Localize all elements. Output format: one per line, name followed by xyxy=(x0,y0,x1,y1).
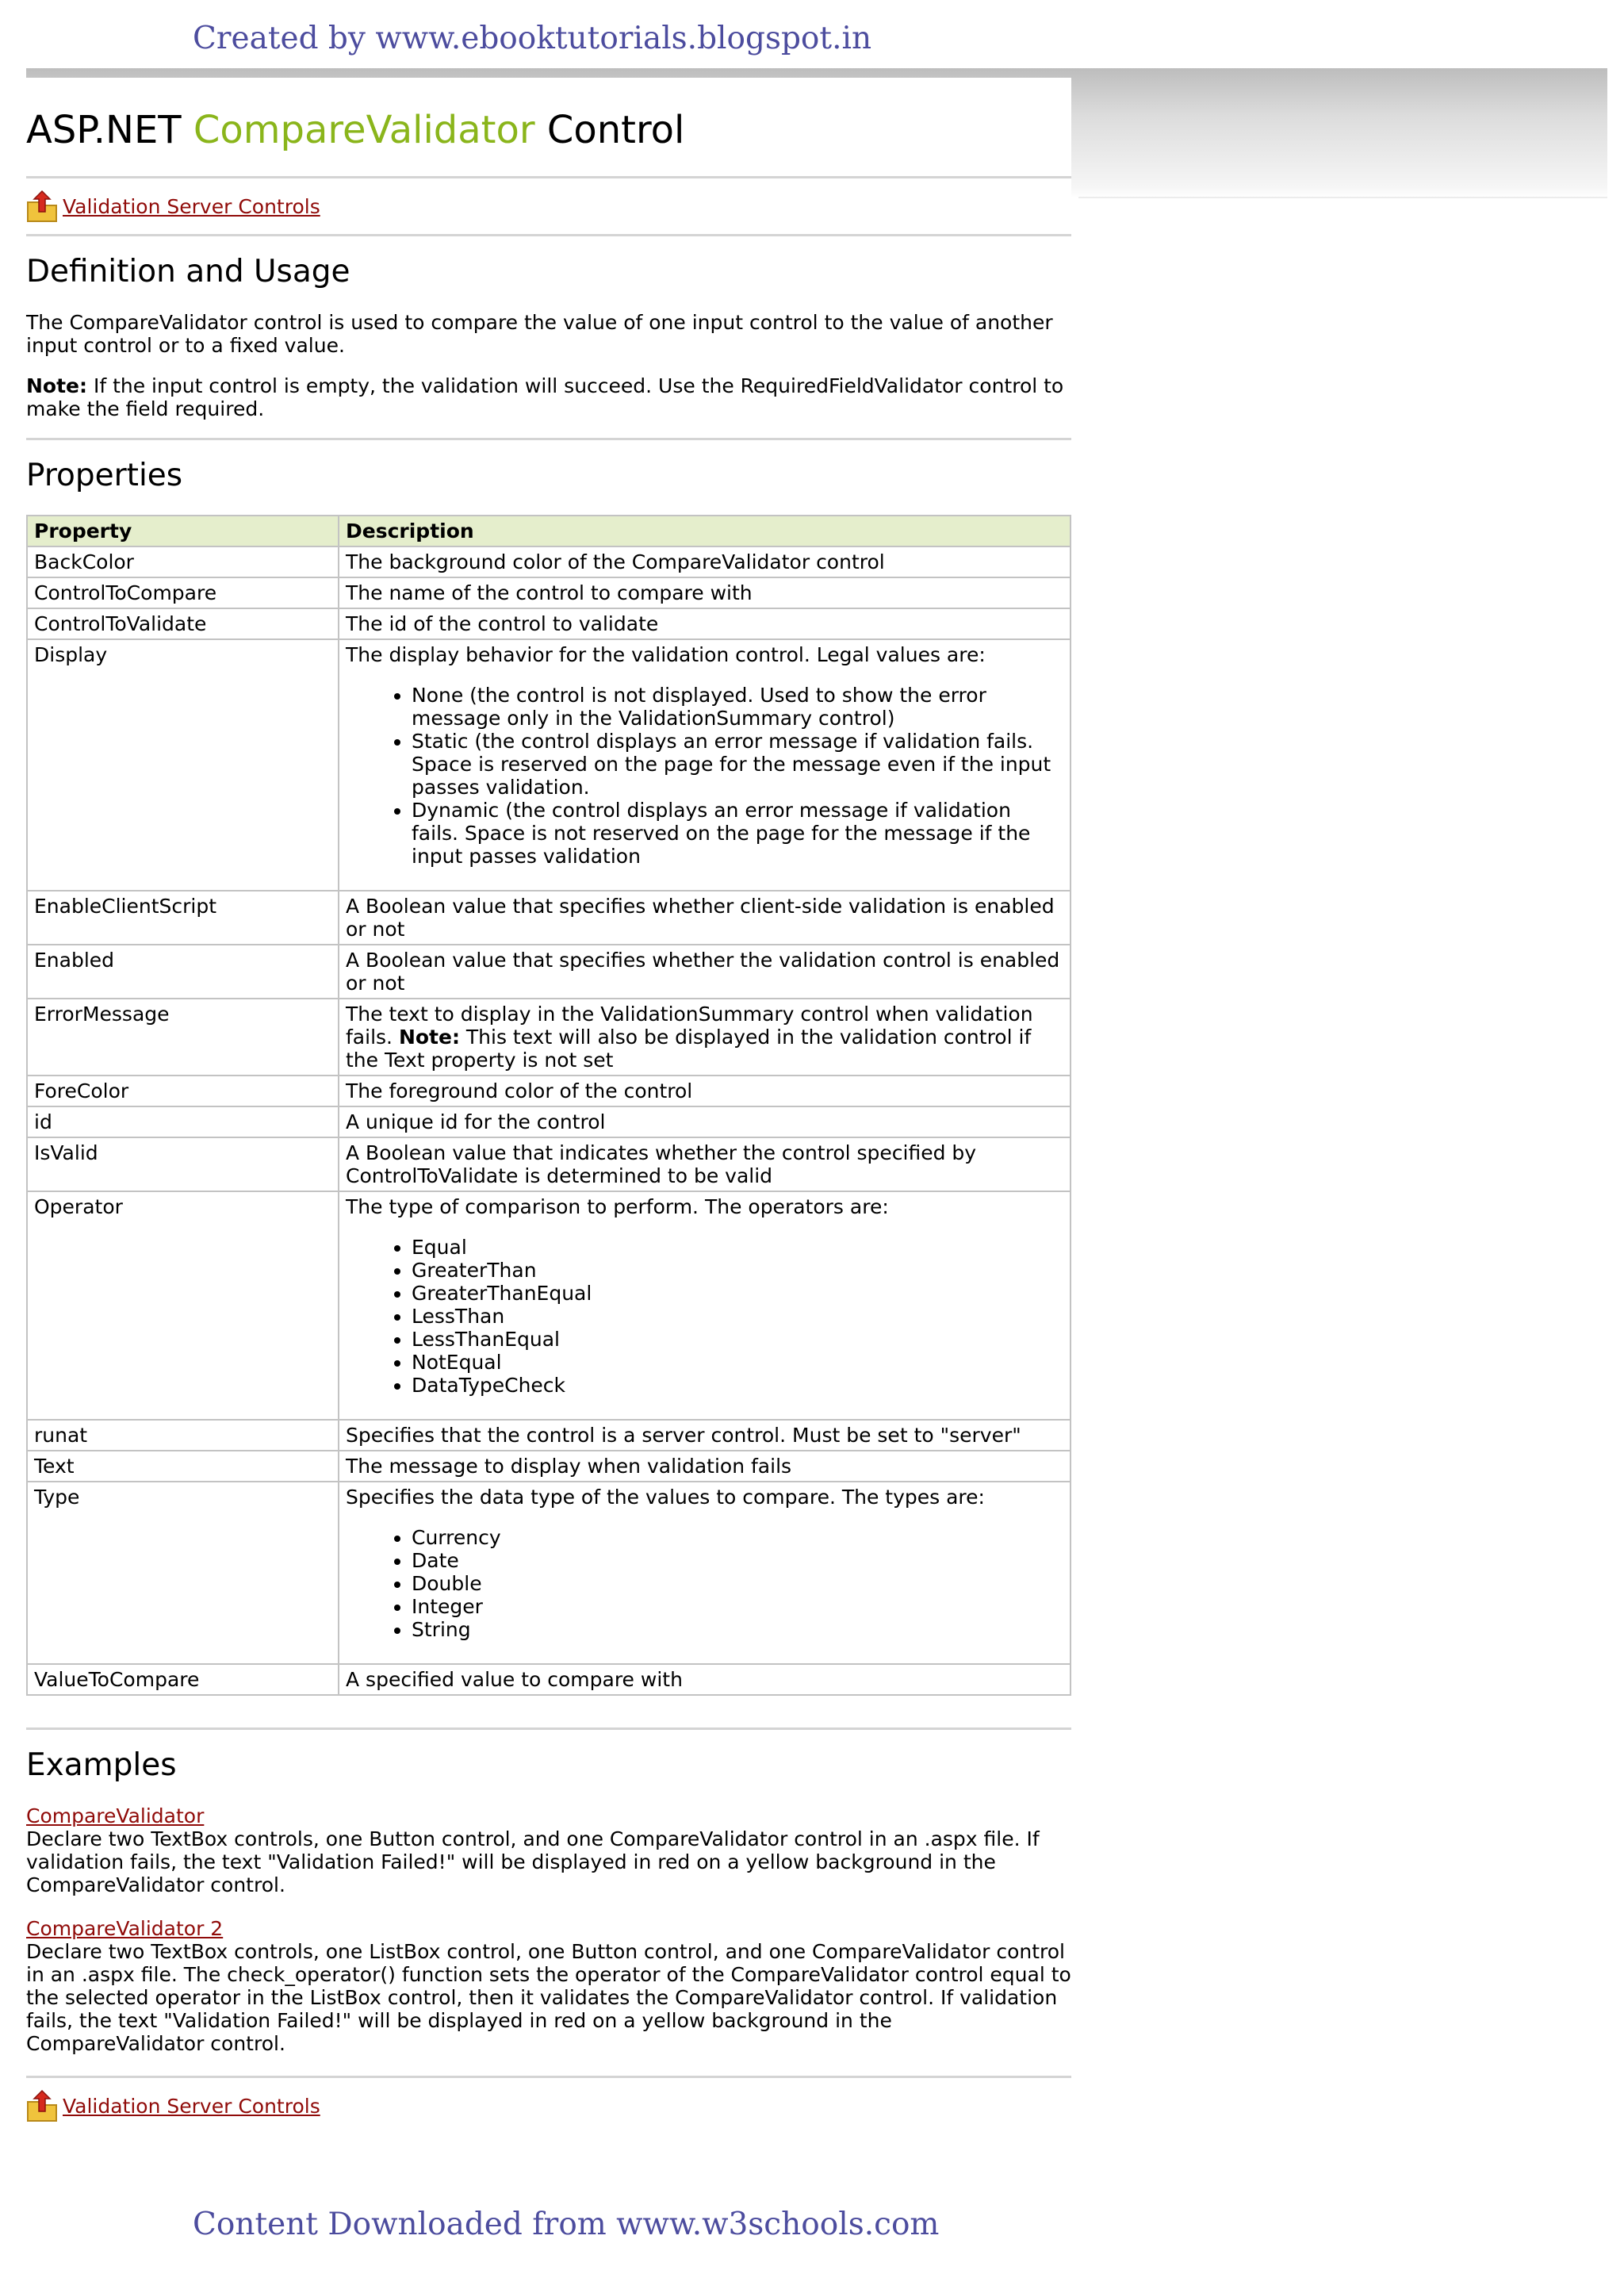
property-description xyxy=(339,546,1071,577)
nav-link-bottom[interactable] xyxy=(26,2078,1071,2134)
list-item: • Dynamic (the control displays an error message if validation fails. Space is not reserved on the page for the message if the input passes validation xyxy=(412,799,1063,868)
main-content xyxy=(26,78,1071,2134)
examples-heading: Examples xyxy=(26,1747,177,1783)
property-description xyxy=(339,1076,1071,1106)
validation-server-controls-link[interactable]: Validation Server Controls xyxy=(63,194,320,218)
example-description: Declare two TextBox controls, one ListBox control, one Button control, and one CompareValidator control in an .aspx file. The check_operator() function sets the operator of the CompareValidator control equal to the selected operator in the ListBox control, then it validates the CompareValidator control. If validation fails, the text "Validation Failed!" will be displayed in red on a yellow background in the CompareValidator control. xyxy=(26,1940,1071,2055)
properties-table-body xyxy=(27,546,1071,1695)
table-row xyxy=(27,546,1071,577)
list-item: • Equal xyxy=(412,1236,1063,1259)
description-text: A Boolean value that specifies whether client-side validation is enabled or not xyxy=(346,895,1055,941)
table-row xyxy=(27,1451,1071,1482)
list-item: • Date xyxy=(412,1549,1063,1572)
table-row xyxy=(27,1191,1071,1420)
property-description xyxy=(339,577,1071,608)
property-description xyxy=(339,1137,1071,1191)
description-text: A Boolean value that specifies whether the validation control is enabled or not xyxy=(346,949,1060,995)
table-row xyxy=(27,1137,1071,1191)
table-row xyxy=(27,891,1071,945)
value-list xyxy=(346,1526,1063,1641)
table-row xyxy=(27,639,1071,891)
property-description xyxy=(339,1106,1071,1137)
property-name: runat xyxy=(27,1420,339,1451)
list-item: • String xyxy=(412,1618,1063,1641)
table-row xyxy=(27,1664,1071,1695)
description-text: The type of comparison to perform. The operators are: xyxy=(346,1195,889,1218)
list-item: • Double xyxy=(412,1572,1063,1595)
property-description xyxy=(339,999,1071,1076)
table-row xyxy=(27,999,1071,1076)
description-text: A unique id for the control xyxy=(346,1110,606,1133)
column-header-property: Property xyxy=(27,516,339,546)
property-name: Operator xyxy=(27,1191,339,1420)
property-description xyxy=(339,945,1071,999)
table-row xyxy=(27,1076,1071,1106)
list-item: • DataTypeCheck xyxy=(412,1374,1063,1397)
description-text: The foreground color of the control xyxy=(346,1079,693,1102)
folder-up-icon xyxy=(26,188,59,224)
example-description: Declare two TextBox controls, one Button control, and one CompareValidator control in an .aspx file. If validation fails, the text "Validation Failed!" will be displayed in red on a yellow background in the CompareValidator control. xyxy=(26,1827,1040,1896)
property-description xyxy=(339,608,1071,639)
list-item: • LessThan xyxy=(412,1305,1063,1328)
property-name: id xyxy=(27,1106,339,1137)
nav-link-top[interactable] xyxy=(26,178,1071,234)
table-header-row xyxy=(27,516,1071,546)
divider xyxy=(26,234,1071,236)
property-description xyxy=(339,1451,1071,1482)
list-item: • None (the control is not displayed. Used to show the error message only in the ValidationSummary control) xyxy=(412,684,1063,730)
list-item: • GreaterThanEqual xyxy=(412,1282,1063,1305)
description-text: The background color of the CompareValidator control xyxy=(346,550,885,573)
description-text: The message to display when validation fails xyxy=(346,1455,792,1478)
example-item xyxy=(26,1804,1071,1896)
example-item xyxy=(26,1917,1071,2055)
list-item: • Integer xyxy=(412,1595,1063,1618)
definition-note xyxy=(26,374,1071,420)
list-item: • Currency xyxy=(412,1526,1063,1549)
property-name: Text xyxy=(27,1451,339,1482)
table-row xyxy=(27,1106,1071,1137)
description-text: Specifies the data type of the values to compare. The types are: xyxy=(346,1486,985,1509)
description-text: The display behavior for the validation control. Legal values are: xyxy=(346,643,986,666)
property-name: Enabled xyxy=(27,945,339,999)
description-text: The id of the control to validate xyxy=(346,612,659,635)
validation-server-controls-link[interactable]: Validation Server Controls xyxy=(63,2094,320,2118)
folder-up-icon xyxy=(26,2088,59,2124)
description-text: A specified value to compare with xyxy=(346,1668,683,1691)
list-item: • GreaterThan xyxy=(412,1259,1063,1282)
property-name: Type xyxy=(27,1482,339,1664)
properties-heading: Properties xyxy=(26,458,183,493)
property-description xyxy=(339,1420,1071,1451)
title-highlight: CompareValidator xyxy=(193,108,535,152)
definition-text: The CompareValidator control is used to compare the value of one input control to the value of another input control or to a fixed value. xyxy=(26,311,1053,357)
property-description xyxy=(339,891,1071,945)
table-row xyxy=(27,1482,1071,1664)
watermark-top: Created by www.ebooktutorials.blogspot.in xyxy=(193,21,872,56)
example-link-comparevalidator-2[interactable]: CompareValidator 2 xyxy=(26,1917,224,1940)
title-prefix: ASP.NET xyxy=(26,108,193,152)
property-description xyxy=(339,1191,1071,1420)
property-name: ControlToValidate xyxy=(27,608,339,639)
property-name: ForeColor xyxy=(27,1076,339,1106)
header-divider xyxy=(1078,197,1607,198)
list-item: • NotEqual xyxy=(412,1351,1063,1374)
note-text: This text will also be displayed in the validation control if the Text property is not set xyxy=(346,1026,1032,1072)
property-name: BackColor xyxy=(27,546,339,577)
property-name: ControlToCompare xyxy=(27,577,339,608)
note-label: Note: xyxy=(26,374,88,397)
property-name: Display xyxy=(27,639,339,891)
properties-table xyxy=(26,515,1071,1696)
title-suffix: Control xyxy=(534,108,685,152)
property-description xyxy=(339,1664,1071,1695)
property-name: ValueToCompare xyxy=(27,1664,339,1695)
column-header-description: Description xyxy=(339,516,1071,546)
property-description xyxy=(339,1482,1071,1664)
note-label: Note: xyxy=(398,1026,460,1049)
table-row xyxy=(27,1420,1071,1451)
watermark-bottom: Content Downloaded from www.w3schools.com xyxy=(193,2207,940,2242)
list-item: • Static (the control displays an error message if validation fails. Space is reserved on the page for the message even if the input passes validation. xyxy=(412,730,1063,799)
table-row xyxy=(27,577,1071,608)
list-item: • LessThanEqual xyxy=(412,1328,1063,1351)
description-text: The name of the control to compare with xyxy=(346,581,753,604)
page-title xyxy=(26,108,1071,152)
divider xyxy=(26,438,1071,440)
property-name: ErrorMessage xyxy=(27,999,339,1076)
table-row xyxy=(27,945,1071,999)
property-name: EnableClientScript xyxy=(27,891,339,945)
property-description xyxy=(339,639,1071,891)
table-row xyxy=(27,608,1071,639)
example-link-comparevalidator[interactable]: CompareValidator xyxy=(26,1804,205,1827)
property-name: IsValid xyxy=(27,1137,339,1191)
value-list xyxy=(346,1236,1063,1397)
divider xyxy=(26,1727,1071,1730)
definition-heading: Definition and Usage xyxy=(26,254,350,290)
value-list xyxy=(346,684,1063,868)
description-text: The text to display in the ValidationSummary control when validation fails. xyxy=(346,1003,1033,1049)
description-text: Specifies that the control is a server control. Must be set to "server" xyxy=(346,1424,1021,1447)
description-text: A Boolean value that indicates whether the control specified by ControlToValidate is determined to be valid xyxy=(346,1141,977,1187)
note-text: If the input control is empty, the validation will succeed. Use the RequiredFieldValidator control to make the field required. xyxy=(26,374,1064,420)
